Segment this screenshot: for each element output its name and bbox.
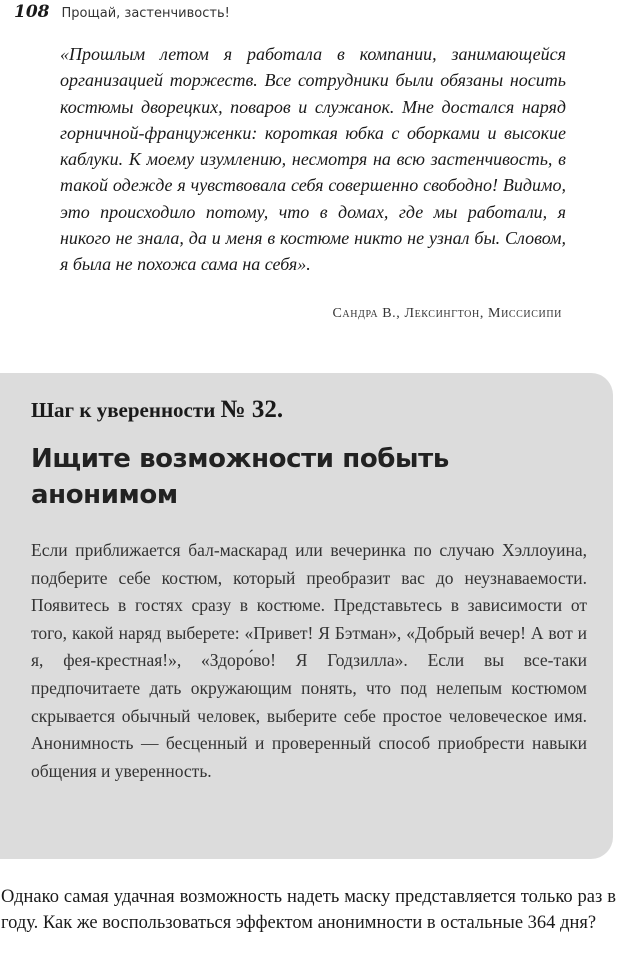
step-number: № 32. <box>220 396 284 423</box>
testimonial-quote: «Прошлым летом я работала в компании, занимающейся организацией торжеств. Все сотрудники были обязаны носить костюмы дворецких, поваров и служанок. Мне достался наряд горничной-француженки: короткая юбка с оборками и высокие каблуки. К моему изумлению, несмотря на всю застенчивость, в такой одежде я чувствовала себя совершенно свободно! Видимо, это происходило потому, что в домах, где мы работали, я никого не знала, да и меня в костюме никто не узнал бы. Словом, я была не похожа сама на себя». <box>60 44 566 275</box>
step-box <box>0 373 613 859</box>
running-title: Прощай, застенчивость! <box>61 6 230 21</box>
step-body: Если приближается бал-маскарад или вечеринка по случаю Хэллоуина, подберите себе костюм, который преобразит вас до неузнаваемости. Появитесь в гостях сразу в костюме. Представьтесь в зависимости от того, какой наряд выберете: «Привет! Я Бэтман», «Добрый вечер! А вот и я, фея-крестная!», «Здоро́во! Я Годзилла». Если вы все-таки предпочитаете дать окружающим понять, что под нелепым костюмом скрывается обычный человек, выберите себе простое человеческое имя. Анонимность — бесценный и проверенный способ приобрести навыки общения и уверенность. <box>31 540 587 781</box>
quote-attribution: Сандра В., Лексингтон, Миссисипи <box>332 306 562 321</box>
page-number: 108 <box>14 2 50 22</box>
step-heading-prefix: Шаг к уверенности <box>31 398 216 422</box>
step-heading <box>31 396 283 424</box>
closing-paragraph: Однако самая удачная возможность надеть маску представляется только раз в году. Как же воспользоваться эффектом анонимности в остальные 364 дня? <box>1 887 616 933</box>
page-header <box>14 2 230 28</box>
step-title: Ищите возможности побыть анонимом <box>31 444 449 510</box>
